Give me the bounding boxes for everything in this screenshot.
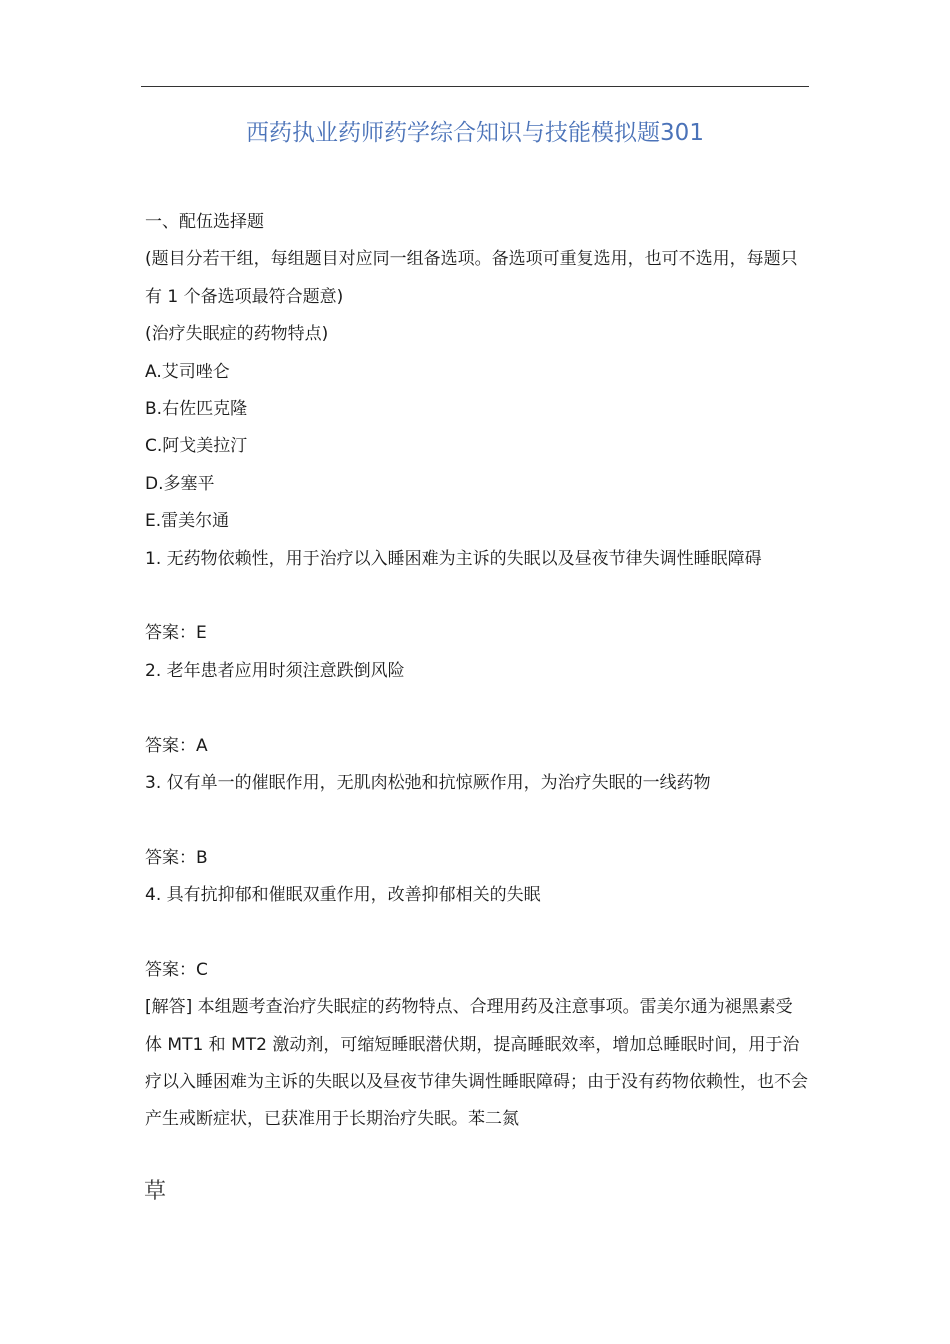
document-body [145, 204, 809, 1139]
answer-1: 答案：E [145, 623, 207, 644]
page-cutoff-fragment [144, 1177, 168, 1203]
answer-4: 答案：C [145, 959, 208, 980]
group-topic: (治疗失眠症的药物特点) [145, 324, 329, 345]
question-4: 4. 具有抗抑郁和催眠双重作用，改善抑郁相关的失眠 [145, 885, 541, 906]
option-e: E.雷美尔通 [145, 511, 230, 532]
spacer [145, 578, 809, 615]
instructions: (题目分若干组，每组题目对应同一组备选项。备选项可重复选用，也可不选用，每题只有 1 个备选项最符合题意) [145, 249, 798, 307]
section-heading: 一、配伍选择题 [145, 212, 264, 232]
option-b: B.右佐匹克隆 [145, 398, 248, 419]
question-3: 3. 仅有单一的催眠作用，无肌肉松弛和抗惊厥作用，为治疗失眠的一线药物 [145, 772, 711, 793]
option-c: C.阿戈美拉汀 [145, 436, 248, 457]
spacer [145, 802, 809, 839]
page-title: 西药执业药师药学综合知识与技能模拟题301 [246, 120, 704, 146]
question-1: 1. 无药物依赖性，用于治疗以入睡困难为主诉的失眠以及昼夜节律失调性睡眠障碍 [145, 548, 762, 569]
header-rule [141, 86, 809, 87]
cut-off-char: 草 [144, 1179, 167, 1203]
answer-3: 答案：B [145, 847, 208, 868]
answer-2: 答案：A [145, 735, 208, 756]
spacer [145, 690, 809, 727]
question-2: 2. 老年患者应用时须注意跌倒风险 [145, 660, 405, 681]
option-d: D.多塞平 [145, 473, 215, 494]
option-a: A.艾司唑仑 [145, 361, 230, 382]
spacer [145, 914, 809, 951]
explanation: [解答] 本组题考查治疗失眠症的药物特点、合理用药及注意事项。雷美尔通为褪黑素受体 MT1 和 MT2 激动剂，可缩短睡眠潜伏期，提高睡眠效率，增加总睡眠时间，用于治疗以入睡困难为主诉的失眠以及昼夜节律失调性睡眠障碍；由于没有药物依赖性，也不会产生戒断症状，已获准用于长期治疗失眠。苯二氮 [145, 997, 808, 1130]
